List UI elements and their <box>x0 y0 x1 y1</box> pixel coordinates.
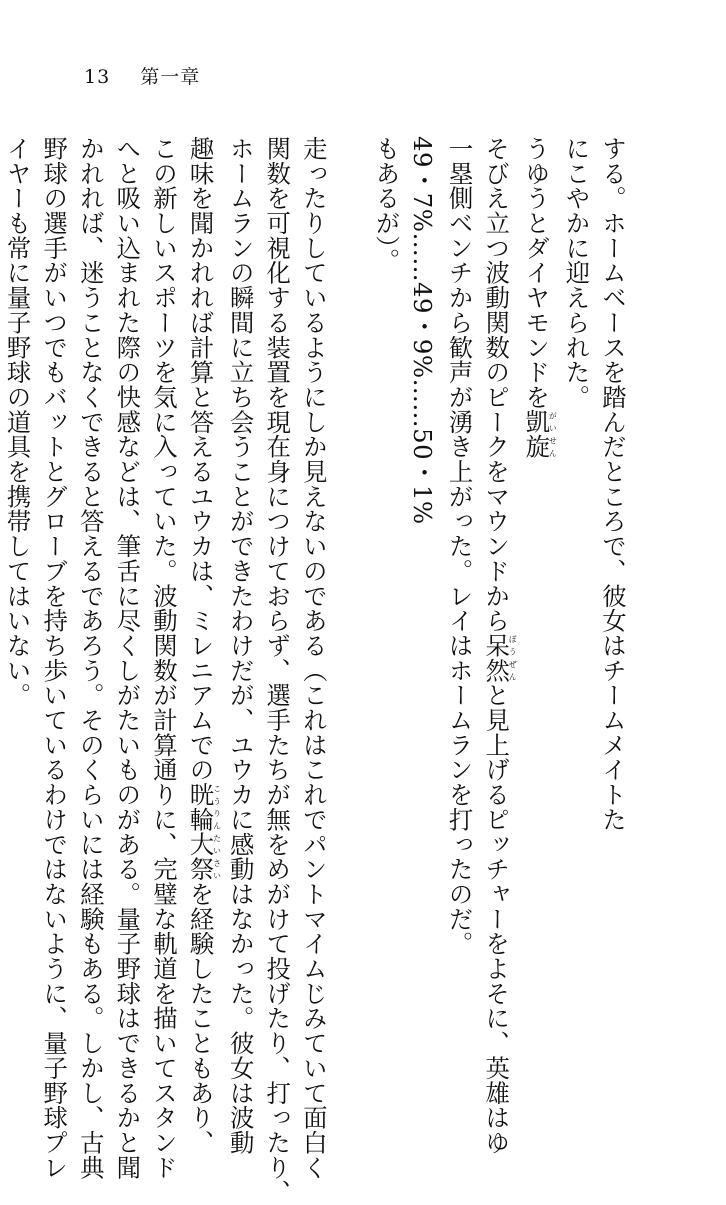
ruby-korintaisai: 晄輪大祭こうりんたいさい <box>185 782 222 882</box>
text-line-13: へと吸い込まれた際の快感などは、筆舌に尽くしがたいものがある。量子野球はできるかと聞 <box>112 136 142 1180</box>
text-line-16: イヤーも常に量子野球の道具を携帯してはいない。 <box>2 136 32 708</box>
text-line-4: そびえ立つ波動関数のピークをマウンドから呆然ぼうぜんと見上げるピッチャーをよそに、英雄はゆ <box>481 136 518 1155</box>
text-line-9: 関数を可視化する装置を現在身につけておらず、選手たちが無をめがけて投げたり、打ったり、 <box>262 136 292 1205</box>
text-line-6: 49・7%……49・9%……50・1% <box>408 136 438 525</box>
text-line-7: もあるが）。 <box>371 136 401 273</box>
text-line-8: 走ったりしているようにしか見えないのである（これはこれでパントマイムじみていて面白く <box>298 136 328 1180</box>
chapter-title: 第一章 <box>140 66 201 88</box>
text-line-15: 野球の選手がいつでもバットとグローブを持ち歩いているわけではないように、量子野球プレ <box>39 136 69 1180</box>
text-line-5: 一塁側ベンチから歓声が湧き上がった。レイはホームランを打ったのだ。 <box>444 136 474 957</box>
vertical-body-text <box>2 136 630 1205</box>
text-line-1: する。ホームベースを踏んだところで、彼女はチームメイトた <box>598 136 627 832</box>
page-number: 13 <box>84 66 111 88</box>
text-line-3: うゆうとダイヤモンドを凱旋がいせん <box>521 136 558 460</box>
text-line-2: にこやかに迎えられた。 <box>561 136 591 410</box>
text-line-14: かれれば、迷うことなくできると答えるであろう。そのくらいには経験もある。しかし、古典 <box>75 136 105 1180</box>
text-line-12: この新しいスポーツを気に入っていた。波動関数が計算通りに、完璧な軌道を描いてスタンド <box>148 136 178 1180</box>
ruby-gaisen: 凱旋がいせん <box>521 409 558 460</box>
text-line-10: ホームランの瞬間に立ち会うことができたわけだが、ユウカに感動はなかった。彼女は波動 <box>225 136 255 1155</box>
running-header <box>84 62 200 89</box>
text-line-11: 趣味を聞かれれば計算と答えるユウカは、ミレニアムでの晄輪大祭こうりんたいさいを経験したこともあり、 <box>185 136 222 1155</box>
ruby-bozen: 呆然ぼうぜん <box>481 633 518 683</box>
